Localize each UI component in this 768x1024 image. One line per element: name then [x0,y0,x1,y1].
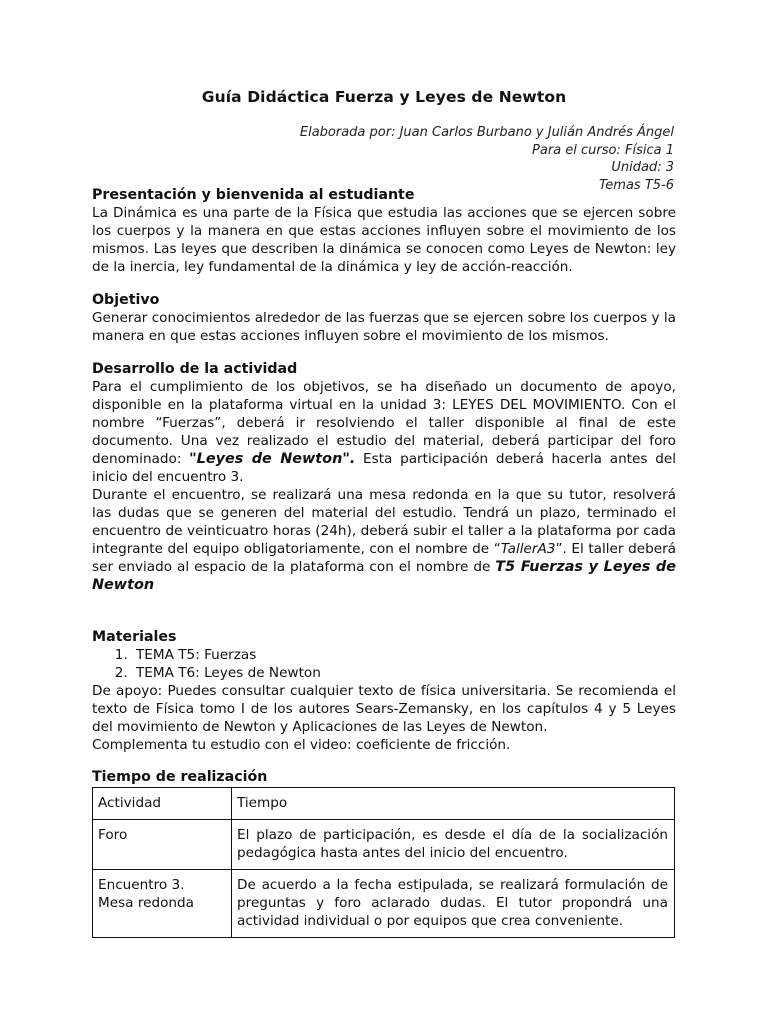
table-row [93,870,675,938]
section-heading-materiales: Materiales [92,629,177,645]
section-heading-tiempo: Tiempo de realización [92,769,268,785]
section-body-presentacion: La Dinámica es una parte de la Física que estudia las acciones que se ejercen sobre los cuerpos y la manera en que estas acciones influyen sobre el movimiento de los mismos. Las leyes que describen la dinámica se conocen como Leyes de Newton: ley de la inercia, ley fundamental de la dinámica y ley de acción-reacción. [92,205,676,275]
section-heading-objetivo: Objetivo [92,292,160,308]
table-header-row [93,788,675,820]
desarrollo-p2-text-b: ”. El taller deberá ser enviado al espacio de la plataforma con el nombre de [92,541,676,575]
workshop-file-name: TallerA3 [500,541,556,557]
desarrollo-paragraph-1 [92,378,676,486]
platform-space-name: T5 Fuerzas y Leyes de Newton [92,559,676,593]
section-heading-desarrollo: Desarrollo de la actividad [92,361,298,377]
materials-support-paragraph: De apoyo: Puedes consultar cualquier texto de física universitaria. Se recomienda el texto de Física tomo I de los autores Sears-Zemansky, en los capítulos 4 y 5 Leyes del movimiento de Newton y Aplicaciones de las Leyes de Newton. [92,683,676,735]
section-body-objetivo: Generar conocimientos alrededor de las fuerzas que se ejercen sobre los cuerpos y la manera en que estas acciones influyen sobre el movimiento de los mismos. [92,310,677,344]
document-content [92,186,676,938]
desarrollo-p1-text-a: Para el cumplimiento de los objetivos, se ha diseñado un documento de apoyo, disponible en la plataforma virtual en la unidad 3: LEYES DEL MOVIMIENTO. Con el nombre “Fuerzas”, deberá ir resolviendo el taller disponible al final de este documento. Una vez realizado el estudio del material, deberá participar del foro denominado: [92,379,676,467]
table-cell-time [232,870,675,938]
document-title: Guía Didáctica Fuerza y Leyes de Newton [201,88,567,106]
desarrollo-paragraph-2 [92,486,676,594]
table-header-cell: Actividad [93,788,232,820]
table-row [93,820,675,870]
meta-author: Elaborada por: Juan Carlos Burbano y Julián Andrés Ángel [299,125,674,140]
list-item: 2. TEMA T6: Leyes de Newton [132,664,676,682]
section-heading-presentacion: Presentación y bienvenida al estudiante [92,187,415,203]
materials-list [92,646,676,682]
forum-name: "Leyes de Newton". [189,451,356,467]
meta-topics: Temas T5-6 [598,177,674,193]
document-meta [300,124,674,194]
meta-unit: Unidad: 3 [611,160,674,175]
table-cell-activity: Foro [93,820,232,870]
table-cell-text: El plazo de participación, es desde el día de la socialización pedagógica hasta antes del inicio del encuentro. [237,827,668,861]
table-cell-activity: Encuentro 3. Mesa redonda [93,870,232,938]
table-header-cell: Tiempo [232,788,675,820]
schedule-table [92,787,675,938]
meta-course: Para el curso: Física 1 [532,142,674,158]
materials-video-paragraph: Complementa tu estudio con el video: coeficiente de fricción. [92,737,511,753]
desarrollo-p1-text-b: Esta participación deberá hacerla antes del inicio del encuentro 3. [92,451,676,485]
table-cell-time [232,820,675,870]
list-item: 1. TEMA T5: Fuerzas [132,646,676,664]
desarrollo-p2-text-a: Durante el encuentro, se realizará una mesa redonda en la que su tutor, resolverá las dudas que se generen del material del estudio. Tendrá un plazo, terminado el encuentro de veinticuatro horas (24h), deberá subir el taller a la plataforma por cada integrante del equipo obligatoriamente, con el nombre de “ [92,487,676,557]
table-cell-text: De acuerdo a la fecha estipulada, se realizará formulación de preguntas y foro aclarado dudas. El tutor propondrá una actividad individual o por equipos que crea conveniente. [237,877,668,929]
